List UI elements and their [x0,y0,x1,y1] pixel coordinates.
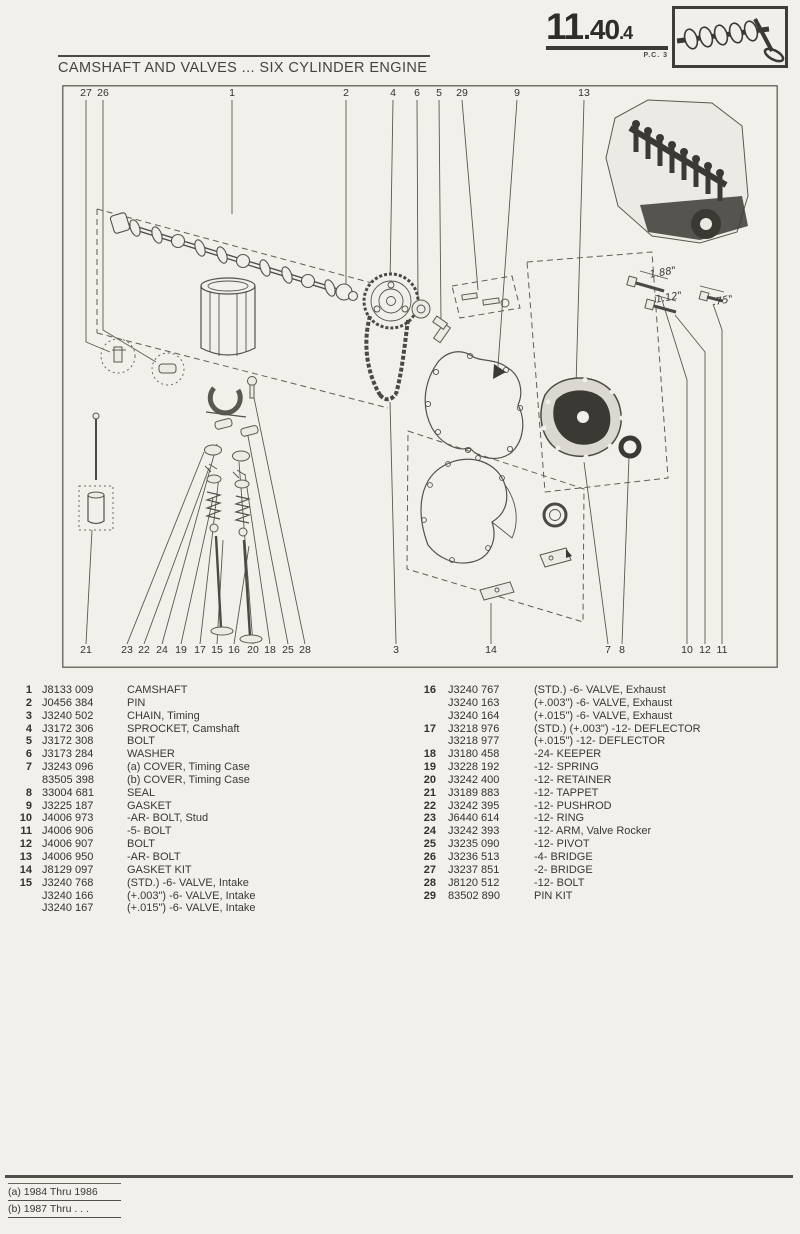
part-num: 27 [423,863,436,876]
part-no: J3240 164 [448,709,500,722]
part-row [420,761,782,774]
part-row [18,735,410,748]
page-number [546,8,668,50]
part-row [420,812,782,825]
part-row [420,800,782,813]
part-row [18,761,410,774]
part-num: 11 [20,825,32,838]
part-num: 2 [25,696,32,709]
part-desc: SEAL [127,786,156,799]
part-no: J4006 950 [42,850,94,863]
part-num [420,697,436,710]
page-number-minor: .40 [583,14,620,45]
part-desc: GASKET KIT [127,863,192,876]
part-row [420,864,782,877]
part-desc: -12- PUSHROD [534,799,612,812]
footnote-a: (a) 1984 Thru 1986 [8,1183,121,1201]
callout-21: 21 [80,644,92,656]
part-desc: -5- BOLT [127,825,172,838]
part-no: 83505 398 [42,773,94,786]
part-desc: -24- KEEPER [534,748,602,761]
part-row [18,748,410,761]
part-row [18,684,410,697]
part-num: 14 [19,863,32,876]
part-desc: PIN [127,696,146,709]
part-num: 5 [25,735,32,748]
part-row [420,684,782,697]
part-row [18,851,410,864]
part-num: 15 [19,876,32,889]
part-no: J3218 977 [448,735,500,748]
part-row [18,825,410,838]
callout-17: 17 [194,644,206,656]
part-no: J3240 167 [42,902,94,915]
part-desc: -12- RETAINER [534,773,612,786]
part-desc: (+.003") -6- VALVE, Exhaust [534,696,673,709]
page-number-sub: .4 [619,23,633,43]
part-row [18,787,410,800]
part-desc: CAMSHAFT [127,684,188,696]
part-no: J3240 767 [448,684,500,696]
part-no: J0456 384 [42,696,94,709]
part-no: J3228 192 [448,761,500,774]
callout-14: 14 [485,644,497,656]
part-row [18,902,410,915]
dimension-label: 1.12" [654,290,684,306]
part-no: J3236 513 [448,850,500,863]
part-row [420,697,782,710]
exploded-diagram-art [62,85,778,668]
part-num: 17 [423,722,436,735]
part-num: 6 [25,748,32,761]
diagram-bottom-callouts [62,645,778,658]
section-title-block [58,55,430,76]
callout-8: 8 [619,644,625,656]
part-no: 33004 681 [42,786,94,799]
part-row [420,825,782,838]
part-row [18,838,410,851]
part-no: J3172 306 [42,722,94,735]
part-num: 12 [19,838,32,851]
callout-13: 13 [578,87,590,99]
part-num [18,890,32,903]
part-num: 8 [25,786,32,799]
part-row [18,710,410,723]
part-no: J3240 502 [42,709,94,722]
part-desc: (b) COVER, Timing Case [127,773,250,786]
part-no: J4006 973 [42,812,94,825]
valve-train-cluster [205,377,263,644]
timing-cover-gasket [425,352,523,459]
part-num: 16 [423,684,436,696]
part-num: 29 [423,889,436,902]
detail-circles [101,339,184,385]
part-no: J4006 907 [42,838,94,851]
part-desc: -AR- BOLT, Stud [127,812,209,825]
callout-10: 10 [681,644,693,656]
canister-illustration [201,278,255,356]
callout-16: 16 [228,644,240,656]
part-row [420,787,782,800]
part-no: J3242 395 [448,799,500,812]
page-title: CAMSHAFT AND VALVES ... SIX CYLINDER ENGINE [58,60,428,76]
callout-9: 9 [514,87,520,99]
callout-4: 4 [390,87,396,99]
part-num: 24 [423,825,436,838]
part-num: 19 [423,761,436,774]
part-desc: (+.015") -6- VALVE, Exhaust [534,709,673,722]
parts-list-right [420,684,782,902]
part-desc: (STD.) -6- VALVE, Exhaust [534,684,666,696]
callout-22: 22 [138,644,150,656]
part-row [420,877,782,890]
callout-11: 11 [716,644,728,656]
part-row [420,851,782,864]
part-no: J3235 090 [448,838,500,851]
part-row [18,723,410,736]
part-desc: -AR- BOLT [127,850,181,863]
part-num: 28 [423,876,436,889]
part-num [18,902,32,915]
callout-2: 2 [343,87,349,99]
callout-19: 19 [175,644,187,656]
part-row [18,877,410,890]
part-num: 23 [423,812,436,825]
callout-3: 3 [393,644,399,656]
part-num [18,774,32,787]
part-num: 25 [423,838,436,851]
part-row [420,890,782,903]
pc-code: P.C. 3 [643,52,668,59]
part-desc: (+.015") -12- DEFLECTOR [534,735,666,748]
part-row [18,697,410,710]
part-num: 18 [423,748,436,761]
engine-block-illustration [606,100,748,243]
part-no: J4006 906 [42,825,94,838]
part-desc: (STD.) (+.003") -12- DEFLECTOR [534,722,701,735]
callout-1: 1 [229,87,235,99]
part-desc: WASHER [127,748,175,761]
callout-26: 26 [97,87,109,99]
diagram-top-callouts [62,88,778,101]
part-desc: CHAIN, Timing [127,709,200,722]
part-num: 10 [19,812,32,825]
part-num: 3 [25,709,32,722]
section-icon-box [672,6,788,68]
part-num: 4 [25,722,32,735]
timing-cover [527,252,668,492]
part-no: J3225 187 [42,799,94,812]
callout-28: 28 [299,644,311,656]
dimension-label: 1.88" [648,265,678,281]
pushrod-tappet [79,413,113,530]
part-row [420,710,782,723]
part-num: 9 [25,799,32,812]
callout-20: 20 [247,644,259,656]
callout-6: 6 [414,87,420,99]
part-num [420,735,436,748]
part-num: 20 [423,773,436,786]
part-desc: BOLT [127,838,155,851]
part-desc: (a) COVER, Timing Case [127,761,250,774]
part-no: J3240 768 [42,876,94,889]
callout-18: 18 [264,644,276,656]
footnotes [8,1183,121,1218]
part-desc: -2- BRIDGE [534,863,593,876]
part-no: J3189 883 [448,786,500,799]
part-desc: (+.015") -6- VALVE, Intake [127,902,256,915]
camshaft-valve-icon [675,9,785,65]
part-desc: -12- SPRING [534,761,599,774]
camshaft-illustration [97,209,388,408]
callout-15: 15 [211,644,223,656]
part-no: J3180 458 [448,748,500,761]
part-num [420,710,436,723]
part-desc: -12- PIVOT [534,838,590,851]
part-row [420,774,782,787]
part-row [420,838,782,851]
part-num: 13 [19,850,32,863]
part-no: 83502 890 [448,889,500,902]
part-desc: SPROCKET, Camshaft [127,722,240,735]
part-row [420,748,782,761]
part-num: 1 [25,684,32,696]
part-desc: -12- ARM, Valve Rocker [534,825,652,838]
callout-7: 7 [605,644,611,656]
parts-list-left [18,684,410,915]
callout-24: 24 [156,644,168,656]
callout-25: 25 [282,644,294,656]
part-desc: -12- TAPPET [534,786,599,799]
part-no: J8133 009 [42,684,94,696]
callout-5: 5 [436,87,442,99]
callout-29: 29 [456,87,468,99]
part-desc: -12- RING [534,812,585,825]
part-desc: PIN KIT [534,889,573,902]
part-no: J8120 512 [448,876,500,889]
page-number-major: 11 [546,6,584,47]
part-no: J3243 096 [42,761,94,774]
part-row [18,812,410,825]
part-row [420,735,782,748]
part-num: 21 [423,786,436,799]
part-desc: -12- BOLT [534,876,585,889]
gasket-kit [407,431,584,622]
part-num: 26 [423,850,436,863]
part-row [18,800,410,813]
part-no: J3242 393 [448,825,500,838]
part-desc: (STD.) -6- VALVE, Intake [127,876,249,889]
callout-27: 27 [80,87,92,99]
part-no: J3218 976 [448,722,500,735]
part-desc: -4- BRIDGE [534,850,593,863]
part-no: J3172 308 [42,735,94,748]
part-no: J3237 851 [448,863,500,876]
part-desc: (+.003") -6- VALVE, Intake [127,889,256,902]
dimension-label: .75" [711,293,735,309]
callout-12: 12 [699,644,711,656]
part-no: J3242 400 [448,773,500,786]
part-row [420,723,782,736]
part-no: J3173 284 [42,748,94,761]
exploded-diagram [62,85,778,668]
part-no: J8129 097 [42,863,94,876]
part-no: J3240 166 [42,889,94,902]
timing-chain-sprocket [364,274,520,399]
part-row [18,864,410,877]
part-row [18,890,410,903]
part-row [18,774,410,787]
part-no: J6440 614 [448,812,500,825]
callout-23: 23 [121,644,133,656]
footer-rule [5,1175,793,1178]
part-no: J3240 163 [448,696,500,709]
footnote-b: (b) 1987 Thru . . . [8,1201,121,1218]
part-num: 22 [423,799,436,812]
part-desc: GASKET [127,799,172,812]
part-desc: BOLT [127,735,155,748]
part-num: 7 [25,761,32,774]
